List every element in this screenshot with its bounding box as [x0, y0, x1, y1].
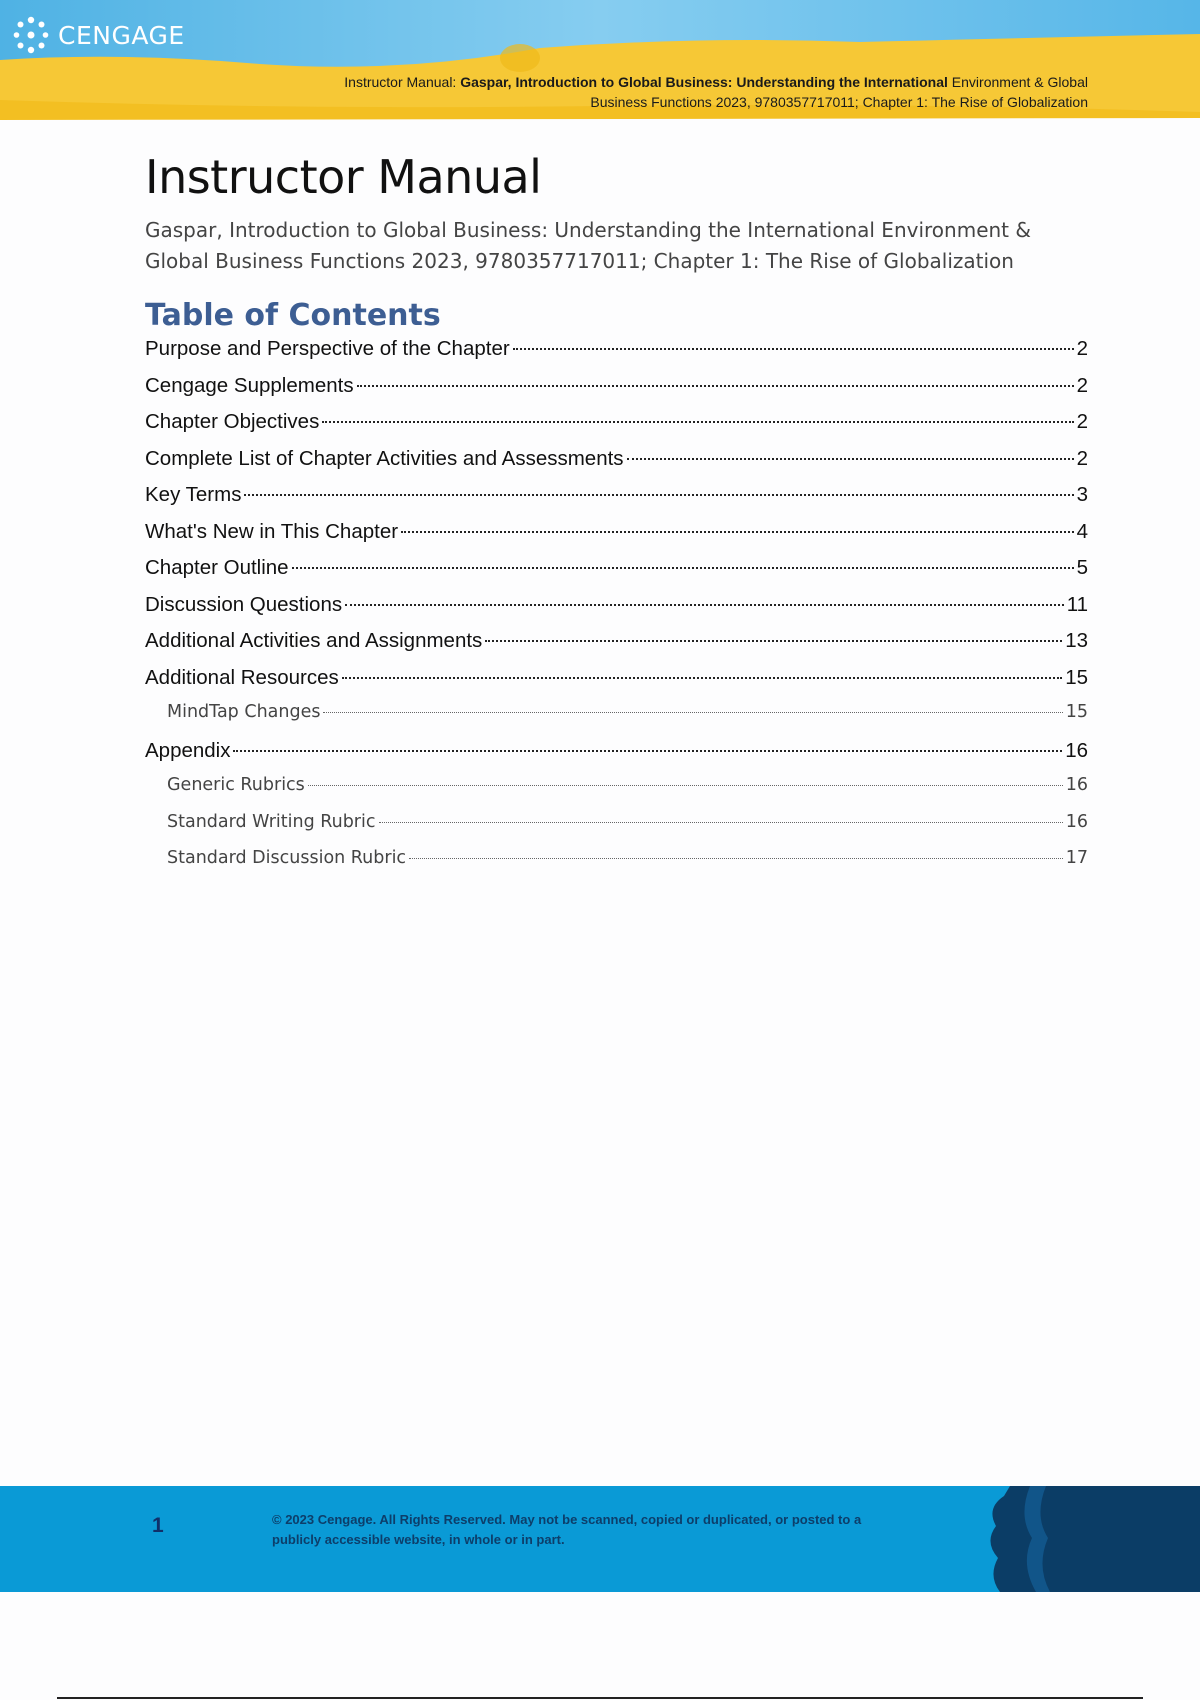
toc-leader-dots — [323, 712, 1062, 713]
toc-entry-page: 11 — [1066, 592, 1088, 616]
toc-entry-page: 2 — [1076, 373, 1088, 397]
toc-leader-dots — [513, 348, 1074, 350]
toc-entry-page: 13 — [1065, 629, 1088, 652]
toc-leader-dots — [244, 494, 1073, 496]
toc-entry-label: Complete List of Chapter Activities and Assessments — [145, 446, 624, 470]
toc-entry-label: Generic Rubrics — [167, 775, 305, 795]
toc-entry-page: 2 — [1076, 410, 1088, 433]
toc-entry-page: 15 — [1065, 665, 1088, 689]
toc-entry[interactable] — [145, 483, 1088, 520]
toc-entry-label: Purpose and Perspective of the Chapter — [145, 337, 510, 360]
toc-entry-label: Key Terms — [145, 483, 242, 506]
page-footer — [0, 1486, 1200, 1592]
toc-entry-label: Discussion Questions — [145, 592, 343, 616]
toc-entry-label: MindTap Changes — [167, 702, 321, 722]
toc-leader-dots — [379, 822, 1063, 823]
running-head — [168, 72, 1088, 112]
toc-leader-dots — [485, 640, 1062, 642]
document-title: Instructor Manual — [145, 150, 542, 204]
toc-entry[interactable] — [145, 775, 1088, 812]
toc-leader-dots — [409, 858, 1063, 859]
toc-leader-dots — [627, 458, 1074, 460]
toc-leader-dots — [292, 567, 1074, 569]
running-head-rest: Environment & Global — [947, 74, 1088, 90]
page-header — [0, 0, 1200, 125]
running-head-line-2: Business Functions 2023, 9780357717011; Chapter 1: The Rise of Globalization — [590, 94, 1088, 110]
toc-leader-dots — [345, 604, 1064, 606]
toc-entry-page: 3 — [1076, 483, 1088, 506]
toc-entry-label: Standard Discussion Rubric — [167, 848, 407, 868]
toc-entry[interactable] — [145, 812, 1088, 849]
brand-logo — [10, 14, 185, 56]
toc-entry-label: Standard Writing Rubric — [167, 811, 376, 832]
toc-heading: Table of Contents — [145, 298, 441, 333]
toc-entry[interactable] — [145, 374, 1088, 411]
toc-entry[interactable] — [145, 337, 1088, 374]
toc-leader-dots — [342, 677, 1062, 679]
toc-leader-dots — [401, 531, 1074, 533]
toc-entry-label: Chapter Objectives — [145, 410, 320, 433]
toc-entry[interactable] — [145, 556, 1088, 593]
bottom-rule — [57, 1697, 1143, 1699]
toc-entry[interactable] — [145, 739, 1088, 776]
toc-entry-label: Appendix — [145, 738, 231, 762]
toc-entry[interactable] — [145, 666, 1088, 703]
toc-entry-label: Additional Resources — [145, 665, 339, 689]
toc-leader-dots — [233, 750, 1062, 752]
toc-leader-dots — [357, 385, 1074, 387]
toc-entry[interactable] — [145, 447, 1088, 484]
toc-entry-label: Chapter Outline — [145, 556, 289, 579]
toc-leader-dots — [308, 785, 1063, 786]
toc-entry-page: 5 — [1076, 556, 1088, 579]
toc-entry-label: Cengage Supplements — [145, 373, 354, 397]
page-number: 1 — [152, 1514, 164, 1537]
toc-entry-page: 16 — [1065, 811, 1088, 832]
toc-leader-dots — [322, 421, 1073, 423]
toc-entry[interactable] — [145, 410, 1088, 447]
toc-entry[interactable] — [145, 848, 1088, 885]
toc-entry[interactable] — [145, 702, 1088, 739]
toc-entry[interactable] — [145, 593, 1088, 630]
document-subtitle: Gaspar, Introduction to Global Business: Understanding the International Environment & Global Business Functions 2023, 9780357717011; Chapter 1: The Rise of Globalization — [145, 218, 1031, 273]
toc-entry[interactable] — [145, 520, 1088, 557]
running-head-line-1 — [168, 72, 1088, 92]
toc-entry-page: 2 — [1076, 446, 1088, 470]
running-head-prefix: Instructor Manual: — [344, 74, 461, 90]
footer-brush-art — [970, 1486, 1200, 1592]
toc-entry-label: What's New in This Chapter — [145, 519, 399, 543]
running-head-book-title: Gaspar, Introduction to Global Business: Understanding the International — [460, 74, 948, 90]
copyright-notice: © 2023 Cengage. All Rights Reserved. May not be scanned, copied or duplicated, or posted to a publicly accessible website, in whole or in part. — [272, 1512, 862, 1547]
toc-entry-page: 2 — [1076, 337, 1088, 360]
toc-entry-page: 15 — [1065, 702, 1088, 722]
toc-entry[interactable] — [145, 629, 1088, 666]
toc-entry-page: 16 — [1065, 775, 1088, 795]
toc-entry-label: Additional Activities and Assignments — [145, 629, 483, 652]
toc-entry-page: 4 — [1076, 519, 1088, 543]
table-of-contents — [145, 337, 1088, 885]
cengage-logo-icon — [10, 14, 52, 56]
toc-entry-page: 16 — [1065, 738, 1088, 762]
brand-name: CENGAGE — [58, 20, 185, 50]
toc-entry-page: 17 — [1065, 848, 1088, 868]
